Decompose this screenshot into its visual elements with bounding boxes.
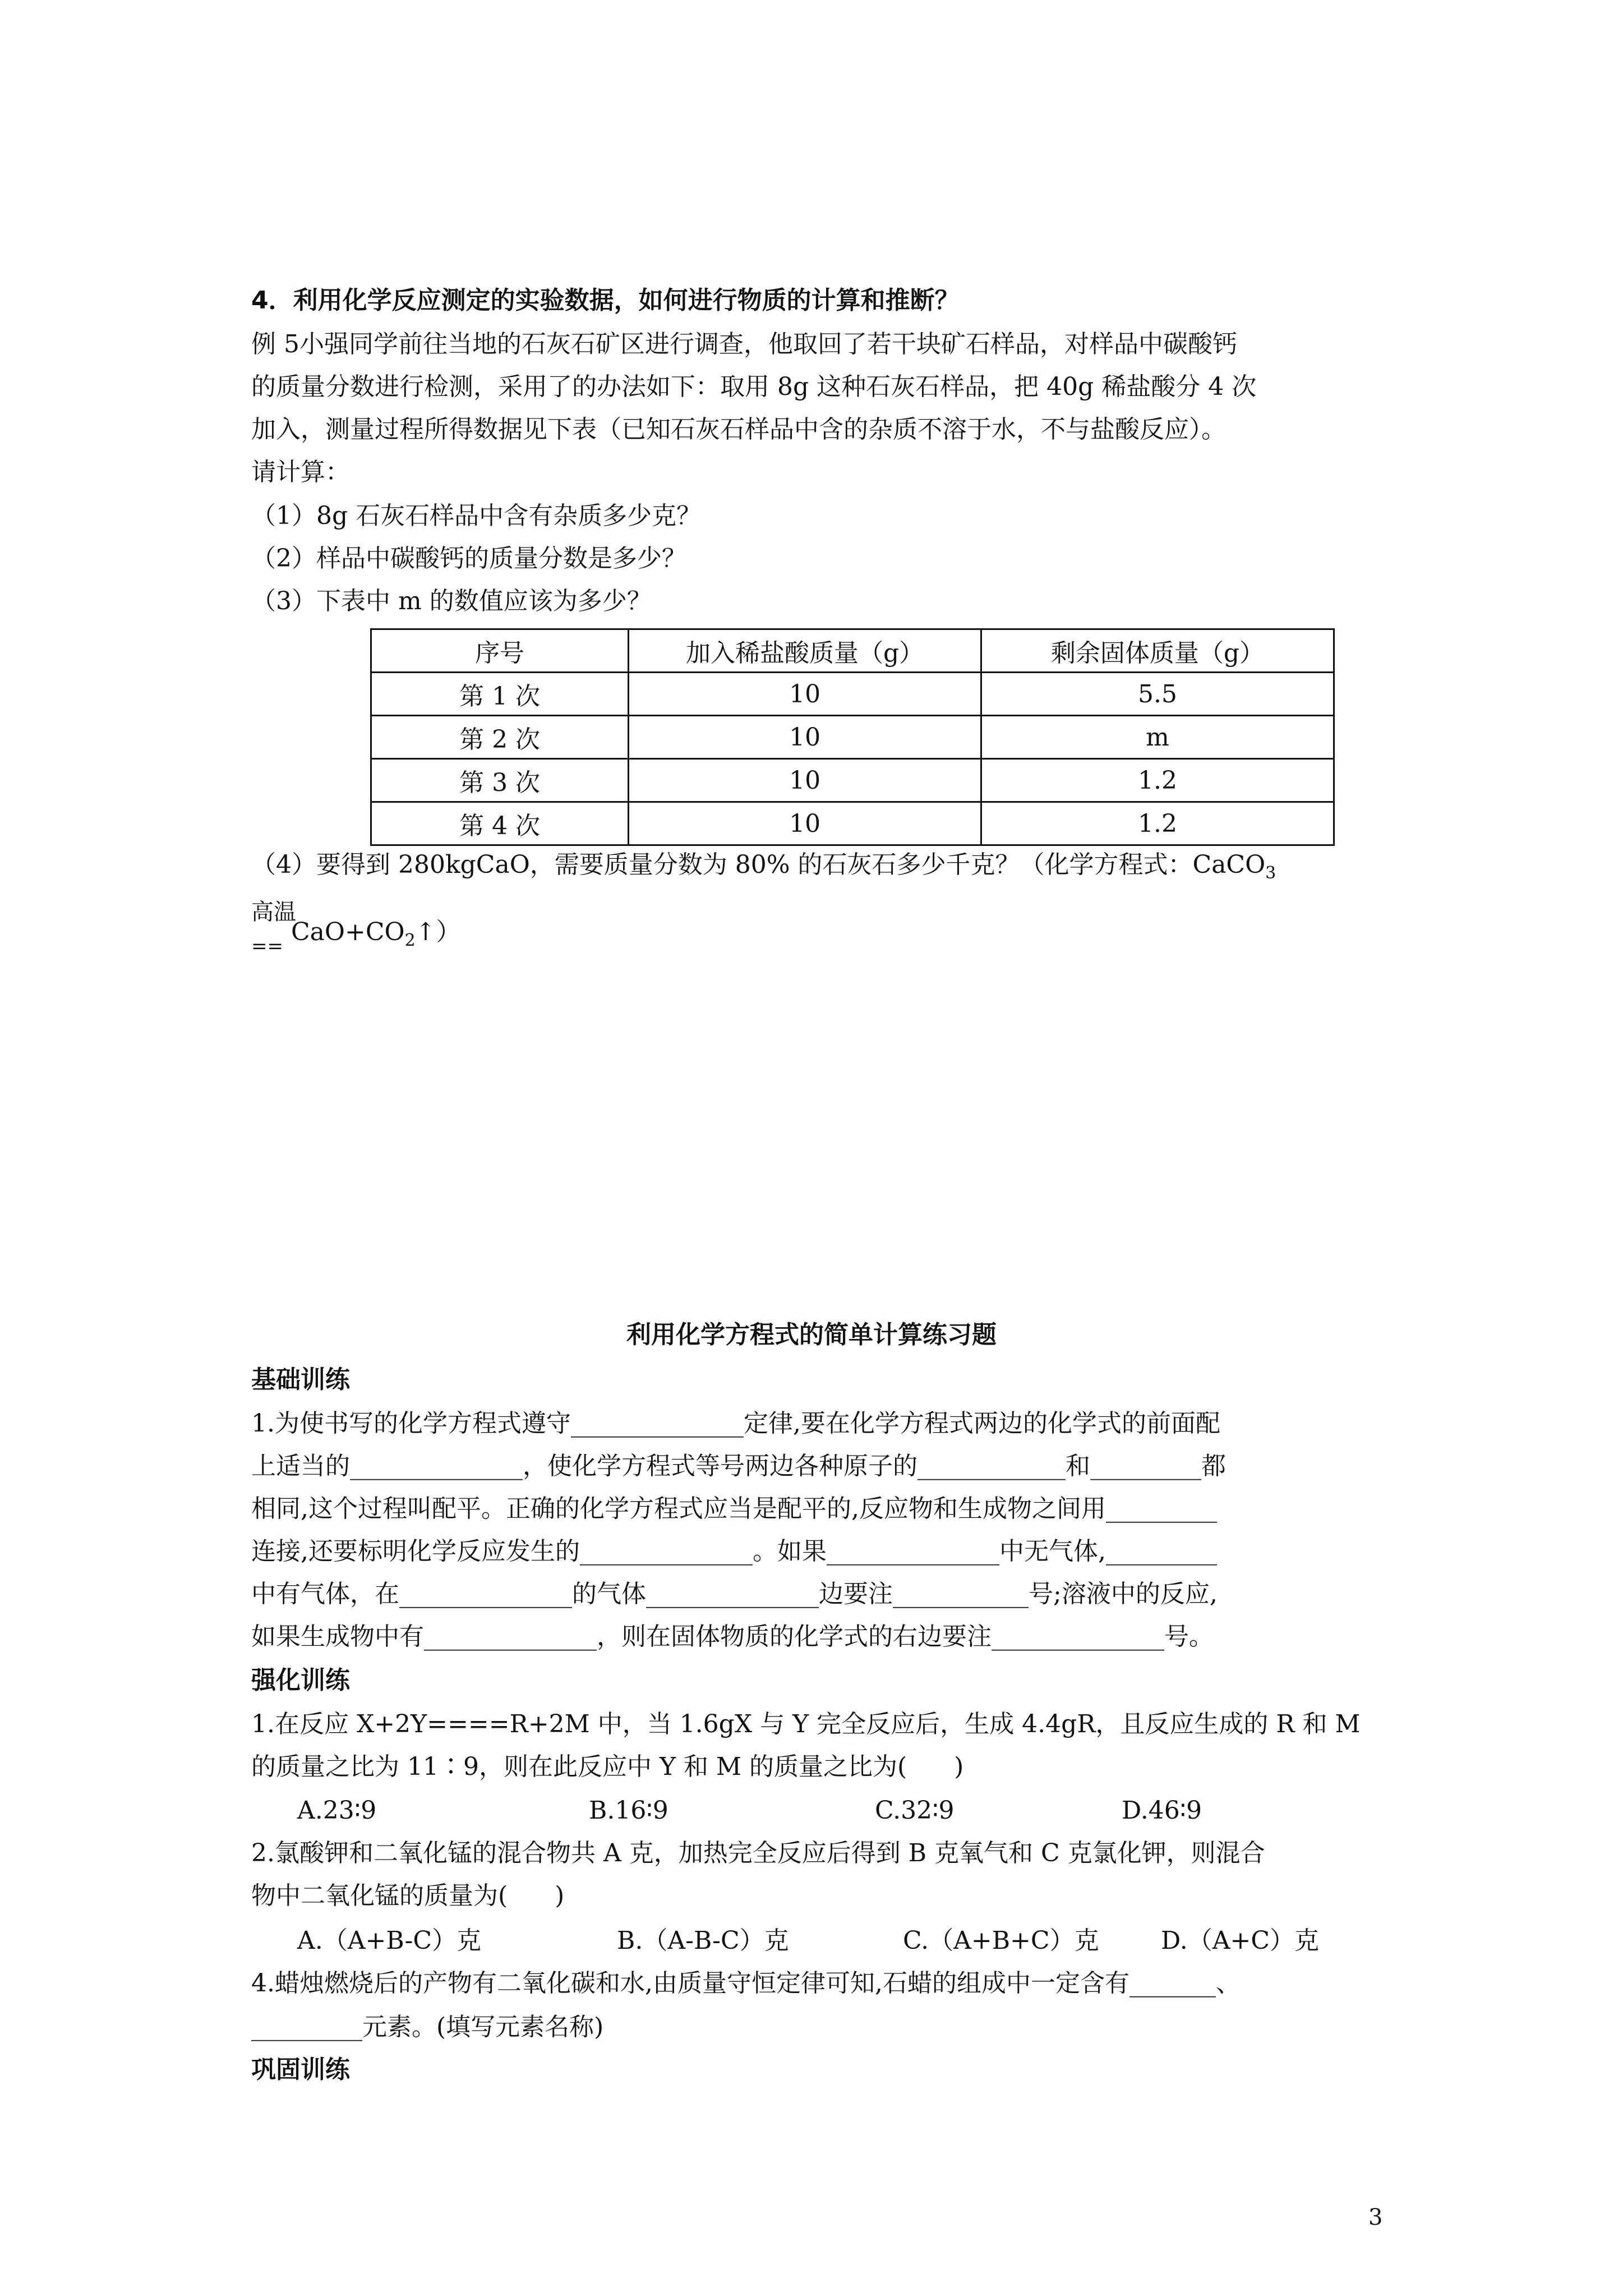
page-number: 3 [1368,2205,1383,2230]
example-line-4: 请计算： [251,458,350,486]
table-cell: m [981,716,1334,759]
table-cell: 1.2 [981,802,1334,845]
table-row [371,673,1334,716]
consolidate-training-heading: 巩固训练 [251,2055,350,2084]
practice-title: 利用化学方程式的简单计算练习题 [626,1320,997,1349]
basic-line-3: 相同,这个过程叫配平。正确的化学方程式应当是配平的,反应物和生成物之间用_________ [251,1494,1217,1523]
strong-q1-line-2: 的质量之比为 11∶9，则在此反应中 Y 和 M 的质量之比为( ) [251,1752,964,1781]
question-3: （3）下表中 m 的数值应该为多少？ [251,587,652,615]
question-2: （2）样品中碳酸钙的质量分数是多少？ [251,544,686,573]
reaction-condition: 高温 [251,899,296,925]
table-cell: 1.2 [981,759,1334,802]
example-line-2: 的质量分数进行检测，采用了的办法如下：取用 8g 这种石灰石样品，把 40g 稀盐酸分 4 次 [251,372,1257,401]
reaction-equation: $_{==}$ $CaO+CO_2↑$） [251,918,461,958]
example-line-3: 加入，测量过程所得数据见下表（已知石灰石样品中含的杂质不溶于水，不与盐酸反应）。 [251,415,1226,444]
table-row [371,716,1334,759]
table-row [371,802,1334,845]
table-cell: 第 3 次 [371,759,629,802]
section4-heading: 4．利用化学反应测定的实验数据，如何进行物质的计算和推断？ [251,286,960,315]
table-row [371,759,1334,802]
table-header-cell: 剩余固体质量（g） [981,629,1334,673]
strong-q2-line-2: 物中二氧化锰的质量为( ) [251,1881,565,1910]
strong-training-heading: 强化训练 [251,1666,350,1695]
table-cell: 10 [629,716,981,759]
strong-q4-line-2: _________元素。(填写元素名称) [251,2013,604,2041]
basic-training-heading: 基础训练 [251,1365,350,1394]
table-cell: 10 [629,759,981,802]
table-cell: 5.5 [981,673,1334,716]
table-cell: 第 2 次 [371,716,629,759]
table-cell: 10 [629,673,981,716]
table-header-cell: 序号 [371,629,629,673]
example-line-1: 例 5小强同学前往当地的石灰石矿区进行调查，他取回了若干块矿石样品，对样品中碳酸钙 [251,330,1237,358]
question-1: （1）8g 石灰石样品中含有杂质多少克？ [251,501,702,530]
q1-option-a: A.23∶9 [297,1796,377,1825]
table-cell: 第 4 次 [371,802,629,845]
strong-q2-line-1: 2.氯酸钾和二氧化锰的混合物共 A 克，加热完全反应后得到 B 克氧气和 C 克氯化钾，则混合 [251,1839,1265,1867]
basic-line-2: 上适当的______________，使化学方程式等号两边各种原子的____________和_________都 [251,1452,1226,1480]
table-header-cell: 加入稀盐酸质量（g） [629,629,981,673]
q1-option-c: C.32∶9 [875,1796,955,1825]
q1-option-d: D.46∶9 [1122,1796,1202,1825]
basic-line-6: 如果生成物中有______________，则在固体物质的化学式的右边要注______________号。 [251,1622,1214,1651]
q2-option-a: A.（A+B-C）克 [297,1926,482,1955]
question-4: （4）要得到 280kgCaO，需要质量分数为 80% 的石灰石多少千克？（化学方程式：CaCO$_3$ [251,850,1276,883]
basic-line-4: 连接,还要标明化学反应发生的______________。如果______________中无气体,_________ [251,1537,1217,1566]
data-table [370,628,1335,846]
basic-line-1: 1.为使书写的化学方程式遵守______________定律,要在化学方程式两边的化学式的前面配 [251,1409,1220,1438]
strong-q4-line-1: 4.蜡烛燃烧后的产物有二氧化碳和水,由质量守恒定律可知,石蜡的组成中一定含有_______、 [251,1969,1241,1998]
table-cell: 第 1 次 [371,673,629,716]
q2-option-b: B.（A-B-C）克 [617,1926,789,1955]
basic-line-5: 中有气体，在______________的气体______________边要注___________号;溶液中的反应, [251,1580,1218,1608]
table-cell: 10 [629,802,981,845]
strong-q1-line-1: 1.在反应 X+2Y====R+2M 中，当 1.6gX 与 Y 完全反应后，生成 4.4gR，且反应生成的 R 和 M [251,1710,1361,1738]
q2-option-d: D.（A+C）克 [1161,1926,1320,1955]
q1-option-b: B.16∶9 [589,1796,668,1825]
equals-sign: == [251,935,283,958]
table-header-row [371,629,1334,673]
q2-option-c: C.（A+B+C）克 [903,1926,1099,1955]
